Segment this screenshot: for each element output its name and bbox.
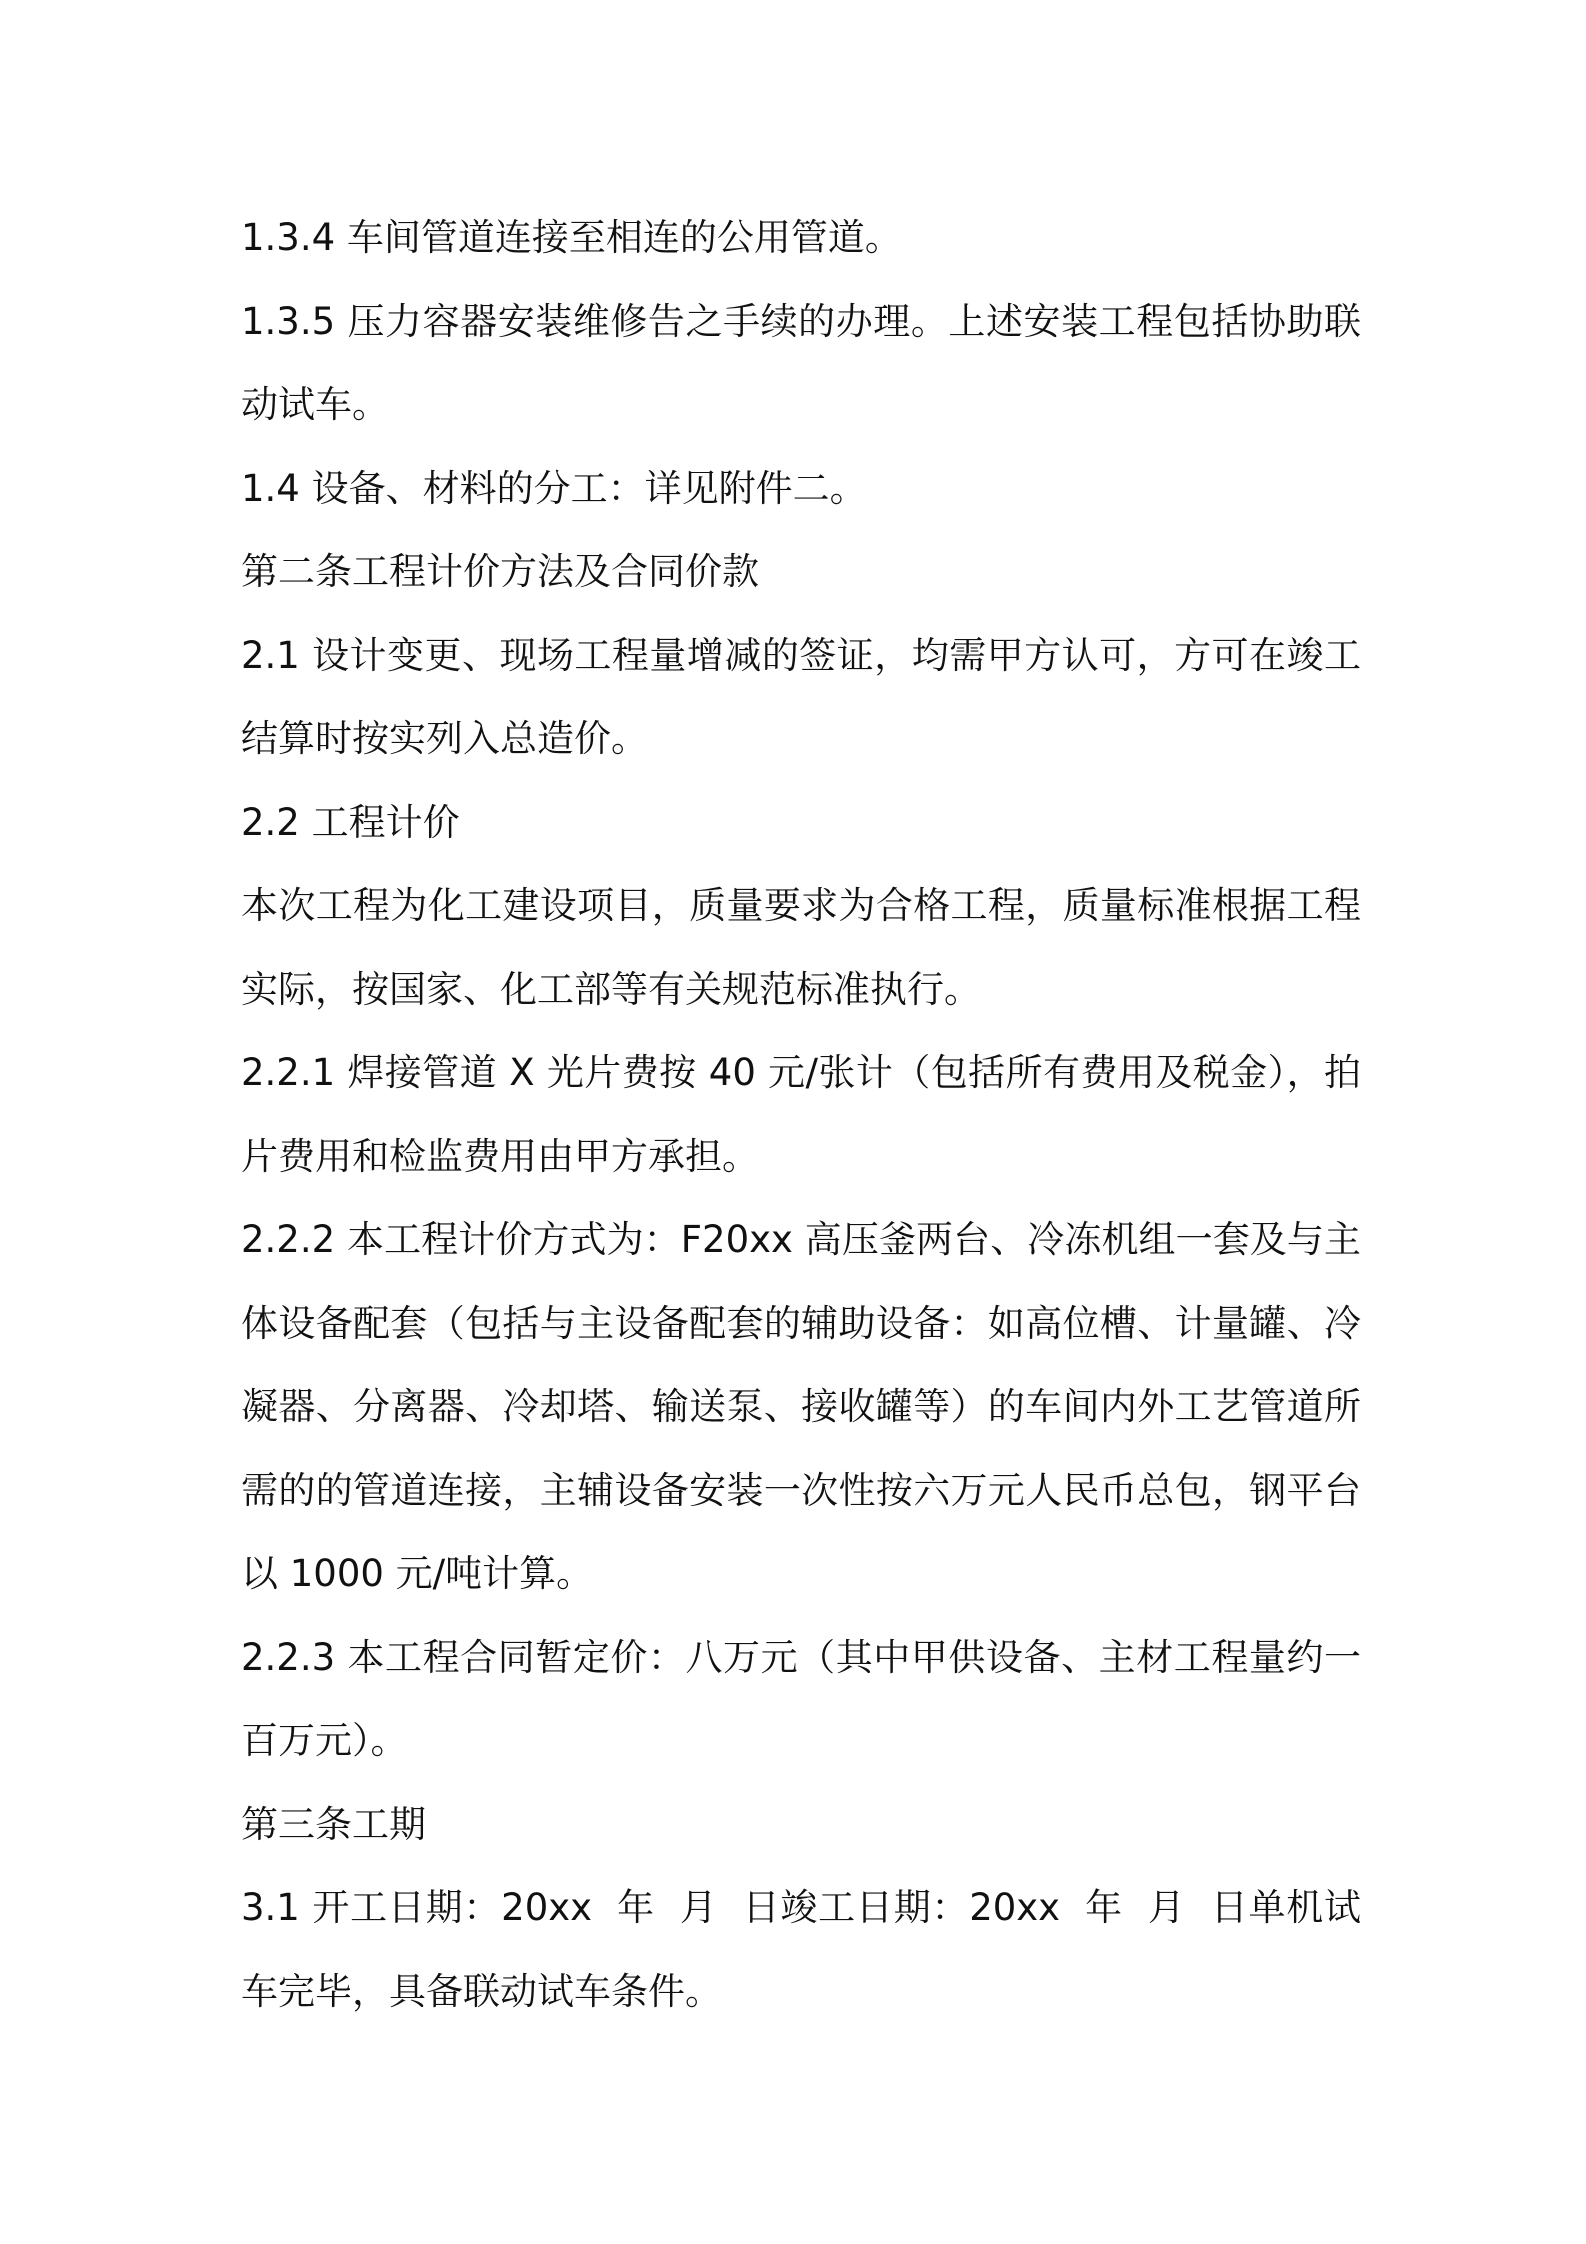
paragraph-project-quality: 本次工程为化工建设项目，质量要求为合格工程，质量标准根据工程实际，按国家、化工部等有关规范标准执行。 bbox=[241, 884, 1361, 1011]
section-heading-article-3: 第三条工期 bbox=[241, 1802, 426, 1846]
paragraph-3-1: 3.1 开工日期：20xx 年 月 日竣工日期：20xx 年 月 日单机试车完毕，具备联动试车条件。 bbox=[241, 1886, 1361, 2013]
paragraph-2-1: 2.1 设计变更、现场工程量增减的签证，均需甲方认可，方可在竣工结算时按实列入总造价。 bbox=[241, 633, 1361, 760]
paragraph-1-3-5: 1.3.5 压力容器安装维修告之手续的办理。上述安装工程包括协助联动试车。 bbox=[241, 299, 1361, 426]
paragraph-2-2-1: 2.2.1 焊接管道 X 光片费按 40 元/张计（包括所有费用及税金），拍片费用和检监费用由甲方承担。 bbox=[241, 1051, 1361, 1178]
paragraph-2-2-2: 2.2.2 本工程计价方式为：F20xx 高压釜两台、冷冻机组一套及与主体设备配套（包括与主设备配套的辅助设备：如高位槽、计量罐、冷凝器、分离器、冷却塔、输送泵、接收罐等）的车间内外工艺管道所需的的管道连接，主辅设备安装一次性按六万元人民币总包，钢平台以 1000 元/吨计算。 bbox=[241, 1218, 1361, 1595]
paragraph-1-4: 1.4 设备、材料的分工：详见附件二。 bbox=[241, 466, 867, 510]
paragraph-1-3-4: 1.3.4 车间管道连接至相连的公用管道。 bbox=[241, 216, 902, 259]
subheading-2-2: 2.2 工程计价 bbox=[241, 800, 460, 844]
section-heading-article-2: 第二条工程计价方法及合同价款 bbox=[241, 550, 759, 593]
document-body bbox=[241, 196, 1361, 2033]
paragraph-2-2-3: 2.2.3 本工程合同暂定价：八万元（其中甲供设备、主材工程量约一百万元）。 bbox=[241, 1635, 1361, 1762]
